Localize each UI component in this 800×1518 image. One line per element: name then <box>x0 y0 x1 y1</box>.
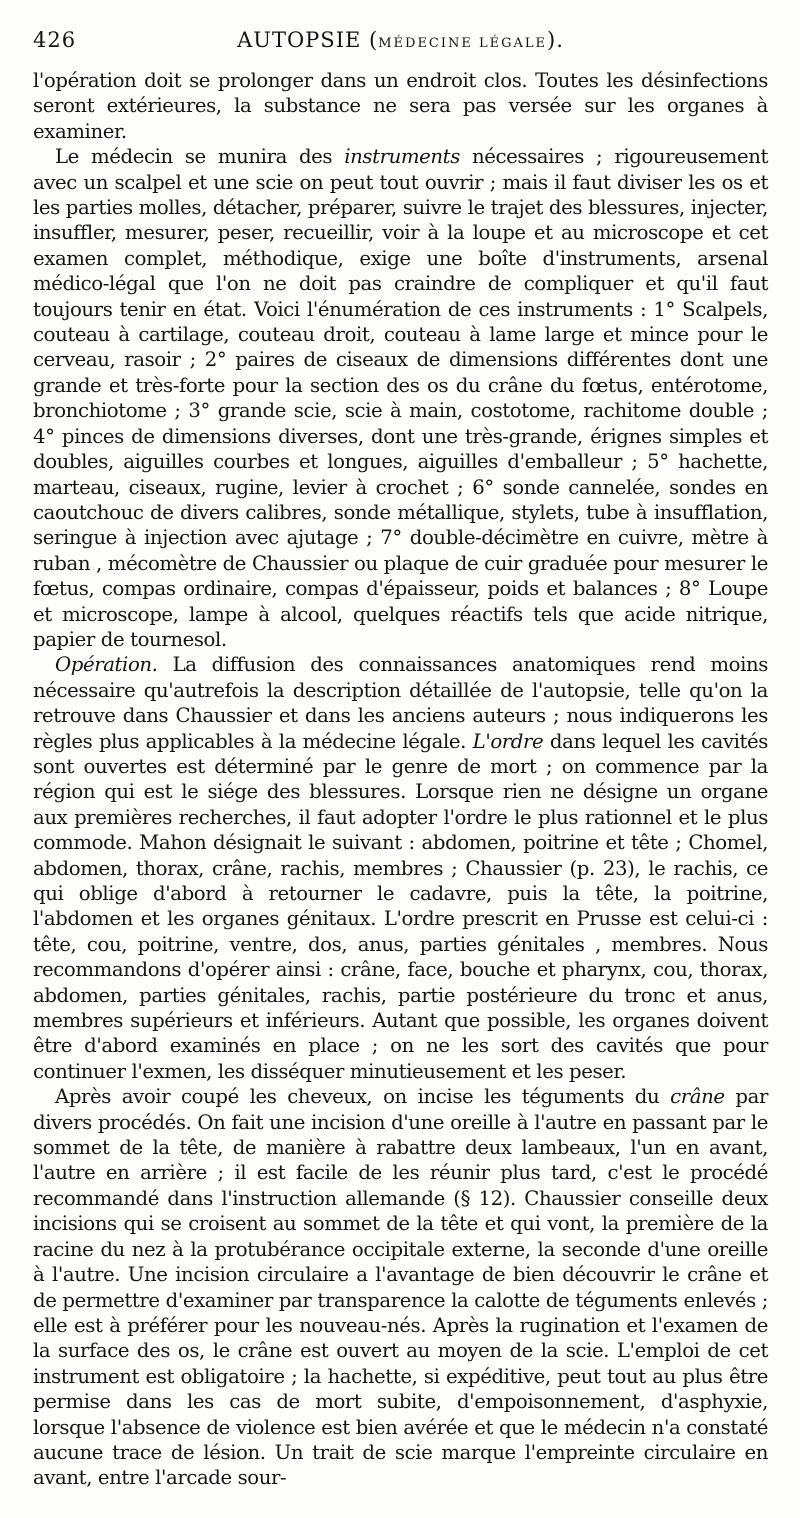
emphasis-ordre: L'ordre <box>472 729 544 753</box>
paragraph-text: Le médecin se munira des <box>55 145 345 169</box>
paragraph-text: par divers procédés. On fait une incision d'une oreille à l'autre en passant par le sommet de la tête, de manière à rabattre deux lambeaux, l'un en avant, l'autre en arrière ; il est facile de les réunir plus tard, c'est le procédé recommandé dans l'instruction allemande (§ 12). Chaussier conseille deux incisions qui se croisent au sommet de la tête et qui vont, la première de la racine du nez à la protubérance occipitale externe, la seconde d'une oreille à l'autre. Une incision circulaire a l'avantage de bien découvrir le crâne et de permettre d'examiner par transparence la calotte de téguments enlevés ; elle est à préférer pour les nouveau-nés. Après la rugination et l'examen de la surface des os, le crâne est ouvert au moyen de la scie. L'emploi de cet instrument est obligatoire ; la hachette, si expéditive, peut tout au plus être permise dans les cas de mort subite, d'empoisonnement, d'asphyxie, lorsque l'absence de violence est bien avérée et que le médecin n'a constaté aucune trace de lésion. Un trait de scie marque l'empreinte circulaire en avant, entre l'arcade sour- <box>33 1085 768 1490</box>
page-number: 426 <box>33 28 77 52</box>
paragraph-crane <box>33 1084 768 1491</box>
paragraph-text: nécessaires ; rigoureusement avec un scalpel et une scie on peut tout ouvrir ; mais il faut diviser les os et les parties molles, détacher, préparer, suivre le trajet des blessures, injecter, insuffler, mesurer, peser, recueillir, voir à la loupe et au microscope et cet examen complet, méthodique, exige une boîte d'instruments, arsenal médico-légal que l'on ne doit pas craindre de compliquer et qu'il faut toujours tenir en état. Voici l'énumération de ces instruments : 1° Scalpels, couteau à cartilage, couteau droit, couteau à lame large et mince pour le cerveau, rasoir ; 2° paires de ciseaux de dimensions différentes dont une grande et très-forte pour la section des os du crâne du fœtus, entérotome, bronchiotome ; 3° grande scie, scie à main, costotome, rachitome double ; 4° pinces de dimensions diverses, dont une très-grande, érignes simples et doubles, aiguilles courbes et longues, aiguilles d'emballeur ; 5° hachette, marteau, ciseaux, rugine, levier à crochet ; 6° sonde cannelée, sondes en caoutchouc de divers calibres, sonde métallique, stylets, tube à insufflation, seringue à injection avec ajutage ; 7° double-décimètre en cuivre, mètre à ruban , mécomètre de Chaussier ou plaque de cuir graduée pour mesurer le fœtus, compas ordinaire, compas d'épaisseur, poids et balances ; 8° Loupe et microscope, lampe à alcool, quelques réactifs tels que acide nitrique, papier de tournesol. <box>33 145 768 651</box>
paragraph-opening <box>33 68 768 144</box>
paragraph-text: La diffusion des connaissances anatomiques rend moins nécessaire qu'autrefois la description détaillée de l'autopsie, telle qu'on la retrouve dans Chaussier et dans les anciens auteurs ; nous indiquerons les règles plus applicables à la médecine légale. <box>33 653 768 753</box>
book-page <box>33 28 768 1491</box>
running-title <box>33 28 768 52</box>
paragraph-text: dans lequel les cavités sont ouvertes est déterminé par le genre de mort ; on commence par la région qui est le siége des blessures. Lorsque rien ne désigne un organe aux premières recherches, il faut adopter l'ordre le plus rationnel et le plus commode. Mahon désignait le suivant : abdomen, poitrine et tête ; Chomel, abdomen, thorax, crâne, rachis, membres ; Chaussier (p. 23), le rachis, ce qui oblige d'abord à retourner le cadavre, puis la tête, la poitrine, l'abdomen et les organes génitaux. L'ordre prescrit en Prusse est celui-ci : tête, cou, poitrine, ventre, dos, anus, parties génitales , membres. Nous recommandons d'opérer ainsi : crâne, face, bouche et pharynx, cou, thorax, abdomen, parties génitales, rachis, partie postérieure du tronc et anus, membres supérieurs et inférieurs. Autant que possible, les organes doivent être d'abord examinés en place ; on ne les sort des cavités que pour continuer l'exmen, les disséquer minutieusement et les peser. <box>33 729 768 1083</box>
running-title-open: ( <box>369 28 379 52</box>
emphasis-crane: crâne <box>670 1085 725 1109</box>
paragraph-text: Après avoir coupé les cheveux, on incise les téguments du <box>55 1085 671 1109</box>
emphasis-operation: Opération. <box>55 653 158 677</box>
emphasis-instruments: instruments <box>344 145 460 169</box>
running-title-subtitle: MÉDECINE LÉGALE <box>378 36 548 51</box>
paragraph-instruments <box>33 144 768 652</box>
running-title-close: ). <box>547 28 564 52</box>
body-text <box>33 68 768 1491</box>
paragraph-text: l'opération doit se prolonger dans un endroit clos. Toutes les désinfections seront extérieures, la substance ne sera pas versée sur les organes à examiner. <box>33 69 768 143</box>
running-title-main: AUTOPSIE <box>237 28 362 52</box>
running-header <box>33 28 768 58</box>
paragraph-operation <box>33 652 768 1084</box>
